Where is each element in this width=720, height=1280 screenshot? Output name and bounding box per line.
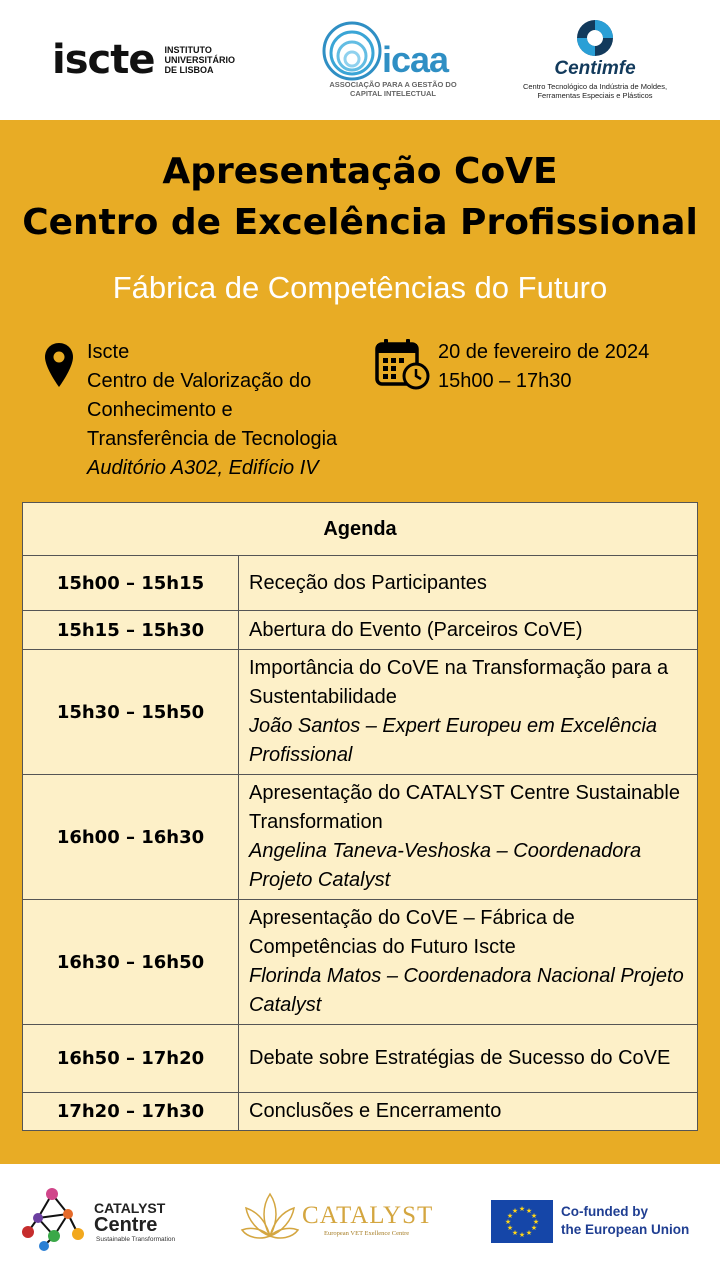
agenda-item: Abertura do Evento (Parceiros CoVE) xyxy=(239,611,698,650)
agenda-time: 15h00 – 15h15 xyxy=(23,556,239,611)
event-date: 20 de fevereiro de 2024 xyxy=(438,341,650,363)
event-datetime xyxy=(438,338,649,396)
svg-text:★: ★ xyxy=(530,1224,538,1232)
catalyst-centre-word1: CATALYST xyxy=(94,1200,166,1216)
calendar-clock-icon xyxy=(374,338,430,390)
agenda-item: Debate sobre Estratégias de Sucesso do CoVE xyxy=(239,1025,698,1093)
centimfe-subtitle: Centro Tecnológico da Indústria de Moldes, Ferramentas Especiais e Plásticos xyxy=(522,82,668,100)
agenda-item: Conclusões e Encerramento xyxy=(239,1093,698,1131)
svg-text:★: ★ xyxy=(530,1212,538,1220)
catalyst-centre-logo xyxy=(18,1184,188,1254)
icaa-logo xyxy=(318,20,468,104)
network-nodes-icon xyxy=(18,1184,90,1252)
centimfe-wordmark: Centimfe xyxy=(554,58,636,79)
svg-text:★: ★ xyxy=(506,1224,514,1232)
event-time: 15h00 – 17h30 xyxy=(438,370,572,392)
iscte-logo xyxy=(52,37,235,83)
svg-text:★: ★ xyxy=(518,1205,526,1213)
table-row xyxy=(23,775,698,900)
agenda-time: 16h50 – 17h20 xyxy=(23,1025,239,1093)
iscte-subtitle: INSTITUTO UNIVERSITÁRIO DE LISBOA xyxy=(164,45,235,75)
eu-cofunded-text: Co-funded by the European Union xyxy=(561,1204,690,1237)
catalyst-logo xyxy=(240,1188,440,1248)
lotus-flower-icon xyxy=(240,1188,300,1246)
icaa-swirl-icon xyxy=(318,20,388,82)
catalyst-centre-tagline: Sustainable Transformation xyxy=(96,1236,176,1243)
agenda-item: Apresentação do CATALYST Centre Sustainable Transformation Angelina Taneva-Veshoska – Coordenadora Projeto Catalyst xyxy=(239,775,698,900)
table-row xyxy=(23,900,698,1025)
eu-cofunded-logo xyxy=(491,1200,701,1244)
table-row xyxy=(23,1025,698,1093)
event-title: Apresentação CoVE Centro de Excelência Profissional xyxy=(22,151,698,243)
eu-flag-icon xyxy=(491,1200,553,1243)
catalyst-wordmark: CATALYST xyxy=(302,1202,434,1229)
agenda-time: 16h30 – 16h50 xyxy=(23,900,239,1025)
agenda-time: 16h00 – 16h30 xyxy=(23,775,239,900)
agenda-time: 15h30 – 15h50 xyxy=(23,650,239,775)
agenda-item: Receção dos Participantes xyxy=(239,556,698,611)
agenda-speaker: Angelina Taneva-Veshoska – Coordenadora Projeto Catalyst xyxy=(249,840,642,891)
event-subtitle: Fábrica de Competências do Futuro xyxy=(112,270,608,305)
svg-text:★: ★ xyxy=(525,1229,533,1237)
svg-text:★: ★ xyxy=(532,1218,540,1226)
svg-text:★: ★ xyxy=(525,1207,533,1215)
agenda-item: Apresentação do CoVE – Fábrica de Competências do Futuro Iscte Florinda Matos – Coordenadora Nacional Projeto Catalyst xyxy=(239,900,698,1025)
event-location: Iscte Centro de Valorização do Conhecimento e Transferência de Tecnologia Auditório A302, Edifício IV xyxy=(87,338,337,483)
svg-text:★: ★ xyxy=(518,1231,526,1239)
event-room: Auditório A302, Edifício IV xyxy=(87,457,319,479)
iscte-wordmark: iscte xyxy=(52,37,155,83)
svg-text:★: ★ xyxy=(511,1229,519,1237)
icaa-subtitle: ASSOCIAÇÃO PARA A GESTÃO DO CAPITAL INTELECTUAL xyxy=(329,80,457,98)
table-row xyxy=(23,1093,698,1131)
agenda-heading: Agenda xyxy=(23,503,698,556)
catalyst-tagline: European VET Exellence Centre xyxy=(324,1230,410,1237)
icaa-wordmark: icaa xyxy=(382,39,449,80)
agenda-table xyxy=(22,502,698,1131)
svg-text:★: ★ xyxy=(504,1218,512,1226)
centimfe-logo xyxy=(520,18,670,108)
agenda-time: 17h20 – 17h30 xyxy=(23,1093,239,1131)
map-pin-icon xyxy=(44,342,74,388)
table-row xyxy=(23,650,698,775)
agenda-item: Importância do CoVE na Transformação para a Sustentabilidade João Santos – Expert Europeu em Excelência Profissional xyxy=(239,650,698,775)
catalyst-centre-word2: Centre xyxy=(94,1214,158,1236)
table-row xyxy=(23,611,698,650)
agenda-time: 15h15 – 15h30 xyxy=(23,611,239,650)
agenda-speaker: João Santos – Expert Europeu em Excelência Profissional xyxy=(249,715,658,766)
agenda-header-row xyxy=(23,503,698,556)
centimfe-emblem-icon xyxy=(575,18,615,58)
svg-text:★: ★ xyxy=(506,1212,514,1220)
agenda-speaker: Florinda Matos – Coordenadora Nacional Projeto Catalyst xyxy=(249,965,684,1016)
table-row xyxy=(23,556,698,611)
svg-text:★: ★ xyxy=(511,1207,519,1215)
